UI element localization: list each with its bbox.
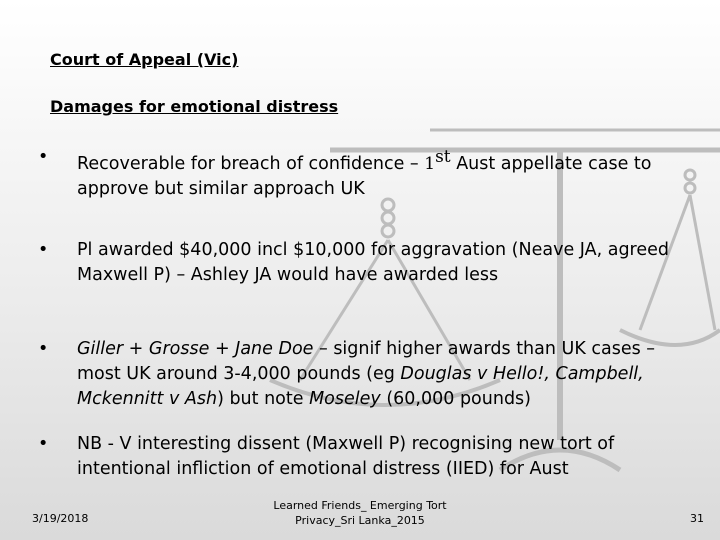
- slide-heading-topic: Damages for emotional distress: [50, 97, 339, 116]
- bullet-text-part: +: [209, 339, 236, 359]
- case-name: Jane Doe: [235, 339, 314, 359]
- case-name: Giller: [77, 339, 124, 359]
- bullet-text: NB - V interesting dissent (Maxwell P) recognising new tort of intentional infliction of emotional distress (IIED) for Aust: [77, 434, 615, 479]
- ordinal-suffix: st: [435, 147, 451, 167]
- bullet-text-part: Aust appellate case to approve but similar approach UK: [77, 153, 652, 199]
- bullet-text: [77, 145, 677, 202]
- bullet-text: [77, 337, 677, 412]
- bullet-text: Pl awarded $40,000 incl $10,000 for aggravation (Neave JA, agreed Maxwell P) – Ashley JA would have awarded less: [77, 240, 670, 285]
- bullet-glyph: •: [38, 147, 49, 167]
- ordinal-number: 1: [424, 153, 436, 174]
- bullet-text-part: – signif higher awards than UK cases – most UK around 3-4,000 pounds (eg: [77, 339, 656, 384]
- bullet-glyph: •: [38, 434, 49, 454]
- bullet-text-part: (60,000 pounds): [380, 389, 532, 409]
- footer-title: Learned Friends_ Emerging Tort Privacy_Sri Lanka_2015: [273, 499, 447, 527]
- case-name: Grosse: [148, 339, 210, 359]
- bullet-text-part: Recoverable for breach of confidence –: [77, 153, 425, 174]
- bullet-text-part: +: [123, 339, 149, 359]
- bullet-glyph: •: [38, 339, 49, 359]
- slide-heading-court: Court of Appeal (Vic): [50, 50, 239, 69]
- bullet-glyph: •: [38, 240, 49, 260]
- bullet-text-part: ) but note: [217, 389, 310, 409]
- footer-date: 3/19/2018: [32, 512, 89, 525]
- case-name: Moseley: [309, 389, 381, 409]
- slide-number: 31: [690, 512, 704, 525]
- case-name: Douglas v Hello!, Campbell, Mckennitt v Ash: [77, 364, 644, 409]
